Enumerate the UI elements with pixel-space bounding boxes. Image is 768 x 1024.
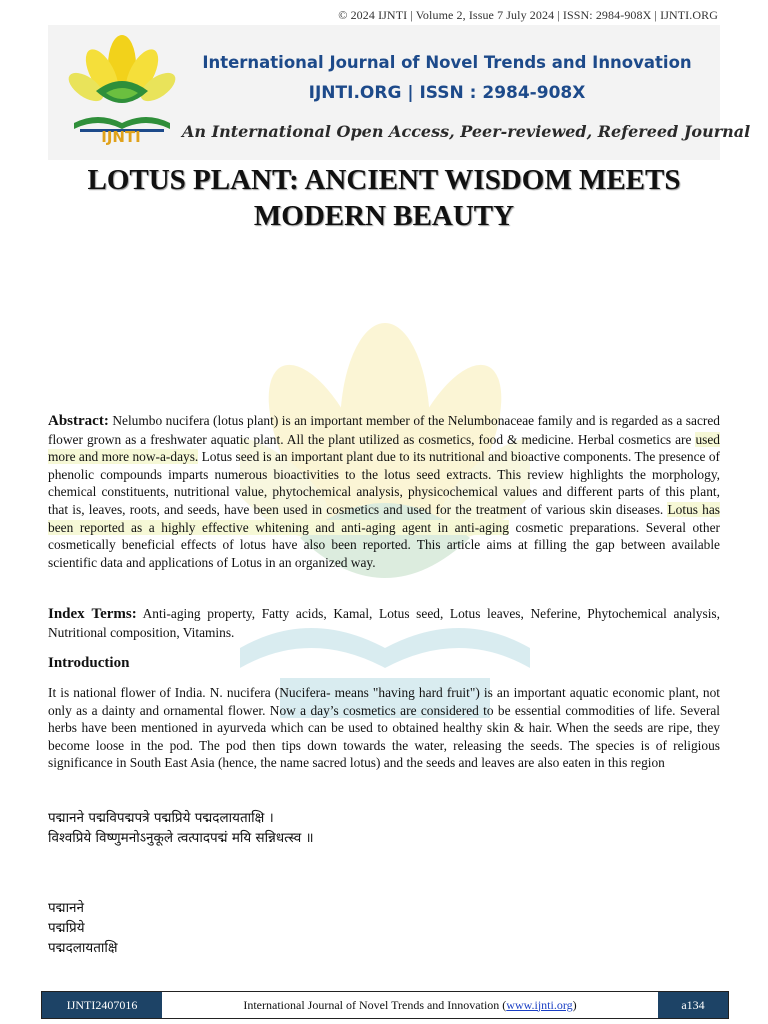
- footer-journal: [162, 992, 658, 1018]
- sanskrit-word-list: [48, 898, 118, 958]
- footer-journal-prefix: International Journal of Novel Trends and Innovation (: [243, 997, 507, 1012]
- abstract-label: Abstract:: [48, 413, 109, 429]
- footer-journal-link[interactable]: www.ijnti.org: [506, 997, 573, 1012]
- footer-page-number: a134: [658, 992, 728, 1018]
- journal-site-issn: IJNTI.ORG | ISSN : 2984-908X: [308, 83, 586, 103]
- abstract-paragraph: [48, 412, 720, 571]
- title-line-2: MODERN BEAUTY: [253, 200, 515, 232]
- sanskrit-verse: [48, 808, 314, 848]
- index-terms-text: Anti-aging property, Fatty acids, Kamal, Lotus seed, Lotus leaves, Neferine, Phytochemical analysis, Nutritional composition, Vitamins.: [48, 606, 720, 640]
- index-terms-label: Index Terms:: [48, 606, 137, 622]
- header-citation-line: © 2024 IJNTI | Volume 2, Issue 7 July 2024 | ISSN: 2984-908X | IJNTI.ORG: [338, 8, 718, 22]
- footer-paper-id: IJNTI2407016: [42, 992, 162, 1018]
- title-line-1: LOTUS PLANT: ANCIENT WISDOM MEETS: [87, 164, 681, 196]
- abstract-highlight-2: Lotus has been reported as a highly effective whitening and anti-aging agent in anti-aging: [48, 501, 721, 535]
- abstract-text-a: Nelumbo nucifera (lotus plant) is an important member of the Nelumbonaceae family and is regarded as a sacred flower grown as a freshwater aquatic plant. All the plant utilized as cosmetics, food & medicine. Herbal cosmetics are: [48, 413, 720, 447]
- sanskrit-word: पद्मानने: [48, 900, 85, 916]
- sanskrit-word: पद्मप्रिये: [48, 920, 85, 936]
- journal-banner: [48, 25, 751, 160]
- footer-journal-suffix: ): [572, 997, 577, 1012]
- sanskrit-word: पद्मदलायताक्षि: [48, 940, 118, 956]
- logo-text: IJNTI: [101, 128, 141, 146]
- sanskrit-line-1: पद्मानने पद्मविपद्मपत्रे पद्मप्रिये पद्मदलायताक्षि ।: [48, 810, 274, 826]
- introduction-paragraph: It is national flower of India. N. nucifera (Nucifera- means "having hard fruit") is an important aquatic economic plant, not only as a dainty and ornamental flower. Now a day’s cosmetics are considered to be essential commodities of life. Several herbs have been mentioned in ayurveda which can be used to obtained healthy skin & hair. When the seeds are ripe, they become loose in the pod. The pod then tips down towards the water, releasing the seeds. The species is of religious significance in South East Asia (hence, the name sacred lotus) and the seeds and leaves are also eaten in this region: [48, 685, 720, 771]
- journal-tagline: An International Open Access, Peer-reviewed, Refereed Journal: [182, 122, 751, 141]
- page-footer: [41, 991, 729, 1019]
- sanskrit-line-2: विश्वप्रिये विष्णुमनोऽनुकूले त्वत्पादपद्मं मयि सन्निधत्स्व ॥: [48, 830, 314, 846]
- abstract-highlight-1: used more and more now-a-days.: [48, 431, 720, 465]
- journal-name: International Journal of Novel Trends and Innovation: [202, 53, 692, 72]
- abstract-text-b: Lotus seed is an important plant due to its nutritional and bioactive components. The presence of phenolic compounds imparts numerous bioactivities to the lotus seed extracts. This review highlights the morphology, chemical constituents, nutritional value, phytochemical analysis, physicochemical values and different parts of this plant, that is, leaves, roots, and seeds, have been used in cosmetics and used for the treatment of various skin diseases.: [48, 449, 720, 517]
- index-terms-paragraph: [48, 605, 720, 641]
- article-title: [48, 162, 720, 234]
- abstract-text-c: cosmetic preparations. Several other cosmetically beneficial effects of lotus have also been reported. This article aims at filling the gap between available scientific data and applications of Lotus in an organized way.: [48, 519, 720, 570]
- introduction-heading: Introduction: [48, 655, 130, 671]
